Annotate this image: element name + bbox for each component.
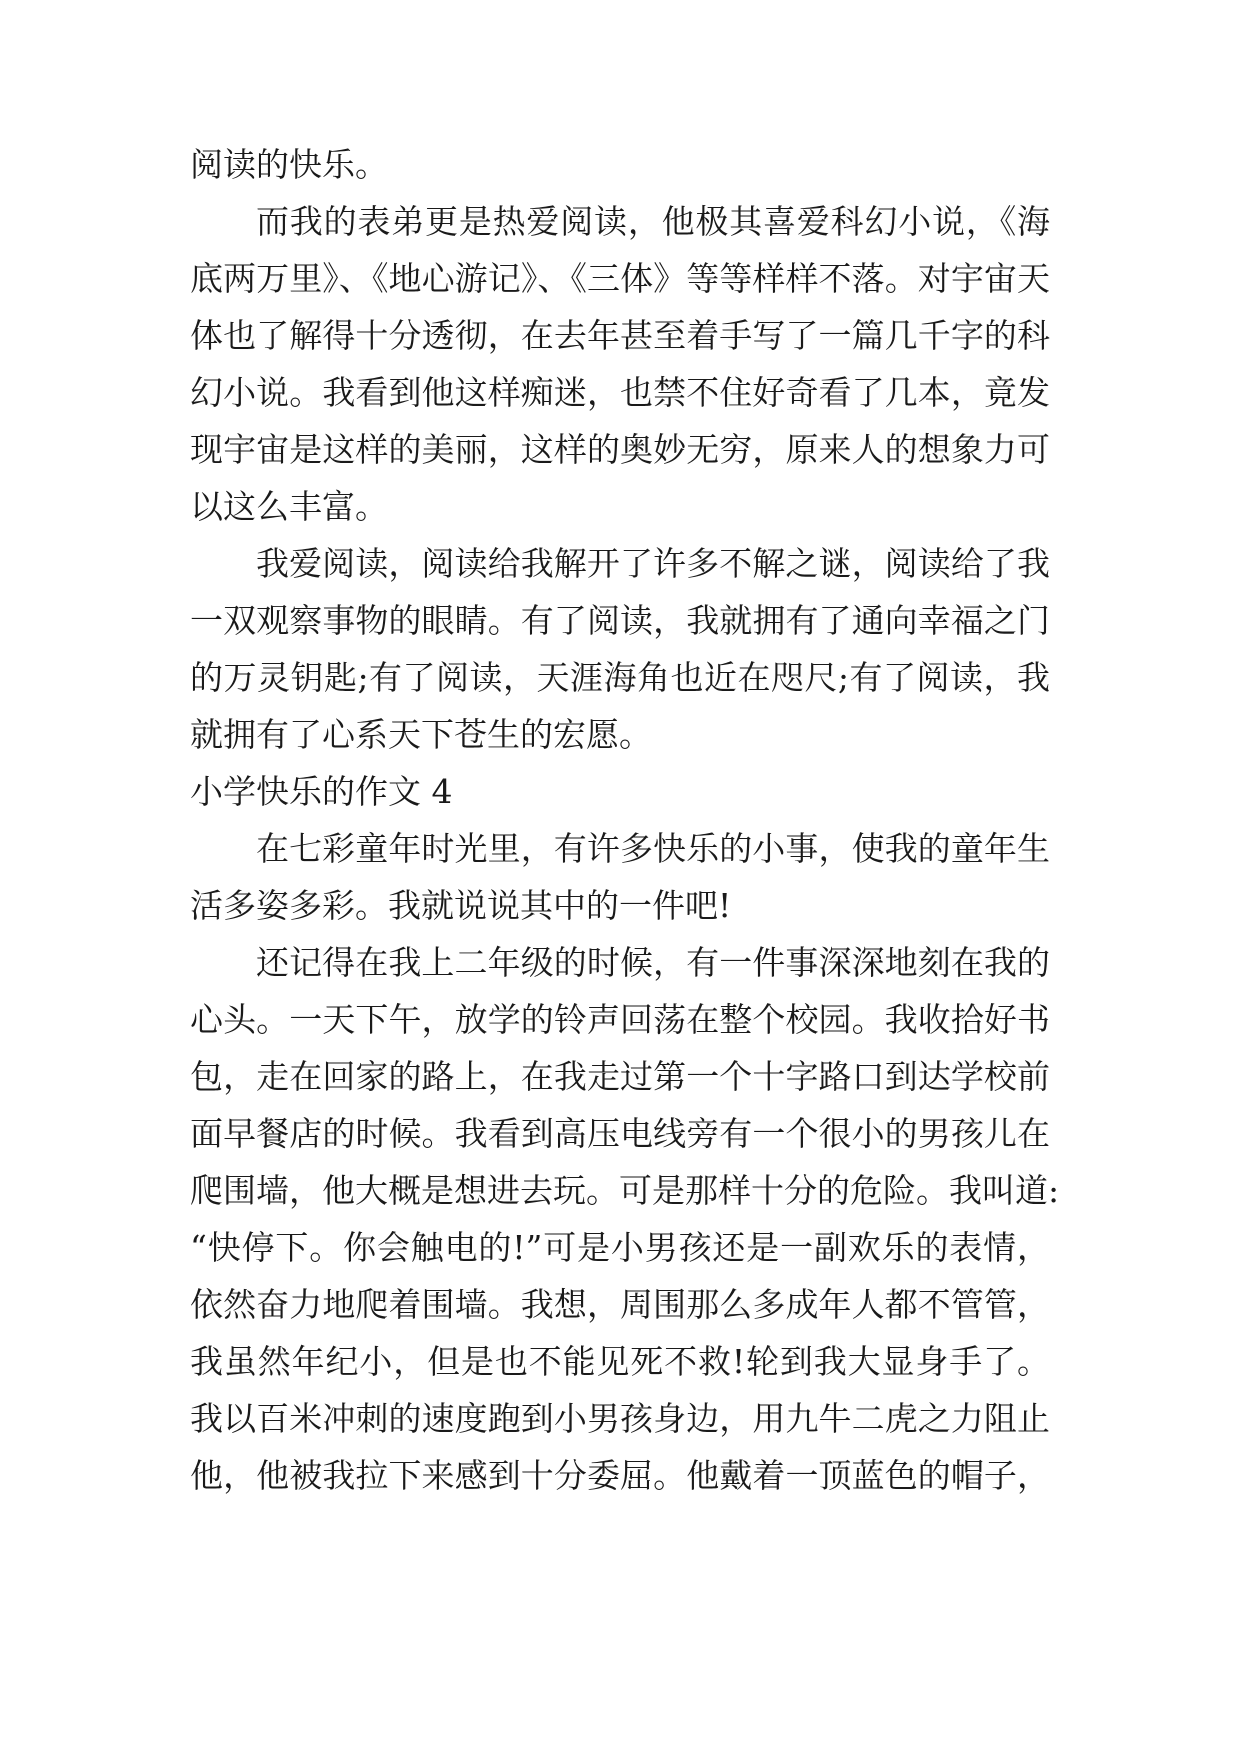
paragraph-start-line: 我爱阅读，阅读给我解开了许多不解之谜，阅读给了我 <box>256 544 1050 583</box>
text-line: 阅读的快乐。 <box>190 145 388 184</box>
text-line: 活多姿多彩。我就说说其中的一件吧! <box>190 886 732 925</box>
text-line: 底两万里》、《地心游记》、《三体》等等样样不落。对宇宙天 <box>190 259 1050 298</box>
text-line: “快停下。你会触电的!”可是小男孩还是一副欢乐的表情， <box>190 1228 1050 1267</box>
text-line: 体也了解得十分透彻，在去年甚至着手写了一篇几千字的科 <box>190 316 1050 355</box>
text-line: 他，他被我拉下来感到十分委屈。他戴着一顶蓝色的帽子， <box>190 1456 1050 1495</box>
text-line: 我以百米冲刺的速度跑到小男孩身边，用九牛二虎之力阻止 <box>190 1399 1050 1438</box>
text-line: 就拥有了心系天下苍生的宏愿。 <box>190 715 652 754</box>
paragraph-start-line: 而我的表弟更是热爱阅读，他极其喜爱科幻小说，《海 <box>256 202 1050 241</box>
paragraph-start-line: 还记得在我上二年级的时候，有一件事深深地刻在我的 <box>256 943 1050 982</box>
paragraph-start-line: 在七彩童年时光里，有许多快乐的小事，使我的童年生 <box>256 829 1050 868</box>
text-line: 面早餐店的时候。我看到高压电线旁有一个很小的男孩儿在 <box>190 1114 1050 1153</box>
text-line: 依然奋力地爬着围墙。我想，周围那么多成年人都不管管， <box>190 1285 1050 1324</box>
text-line: 现宇宙是这样的美丽，这样的奥妙无穷，原来人的想象力可 <box>190 430 1050 469</box>
text-line: 我虽然年纪小，但是也不能见死不救!轮到我大显身手了。 <box>190 1342 1050 1381</box>
text-line: 一双观察事物的眼睛。有了阅读，我就拥有了通向幸福之门 <box>190 601 1050 640</box>
text-line: 以这么丰富。 <box>190 487 388 526</box>
text-line: 的万灵钥匙;有了阅读，天涯海角也近在咫尺;有了阅读，我 <box>190 658 1050 697</box>
text-line: 心头。一天下午，放学的铃声回荡在整个校园。我收拾好书 <box>190 1000 1050 1039</box>
text-line: 爬围墙，他大概是想进去玩。可是那样十分的危险。我叫道: <box>190 1171 1060 1210</box>
section-heading: 小学快乐的作文 4 <box>190 772 453 811</box>
text-line: 幻小说。我看到他这样痴迷，也禁不住好奇看了几本，竟发 <box>190 373 1050 412</box>
text-line: 包，走在回家的路上，在我走过第一个十字路口到达学校前 <box>190 1057 1050 1096</box>
